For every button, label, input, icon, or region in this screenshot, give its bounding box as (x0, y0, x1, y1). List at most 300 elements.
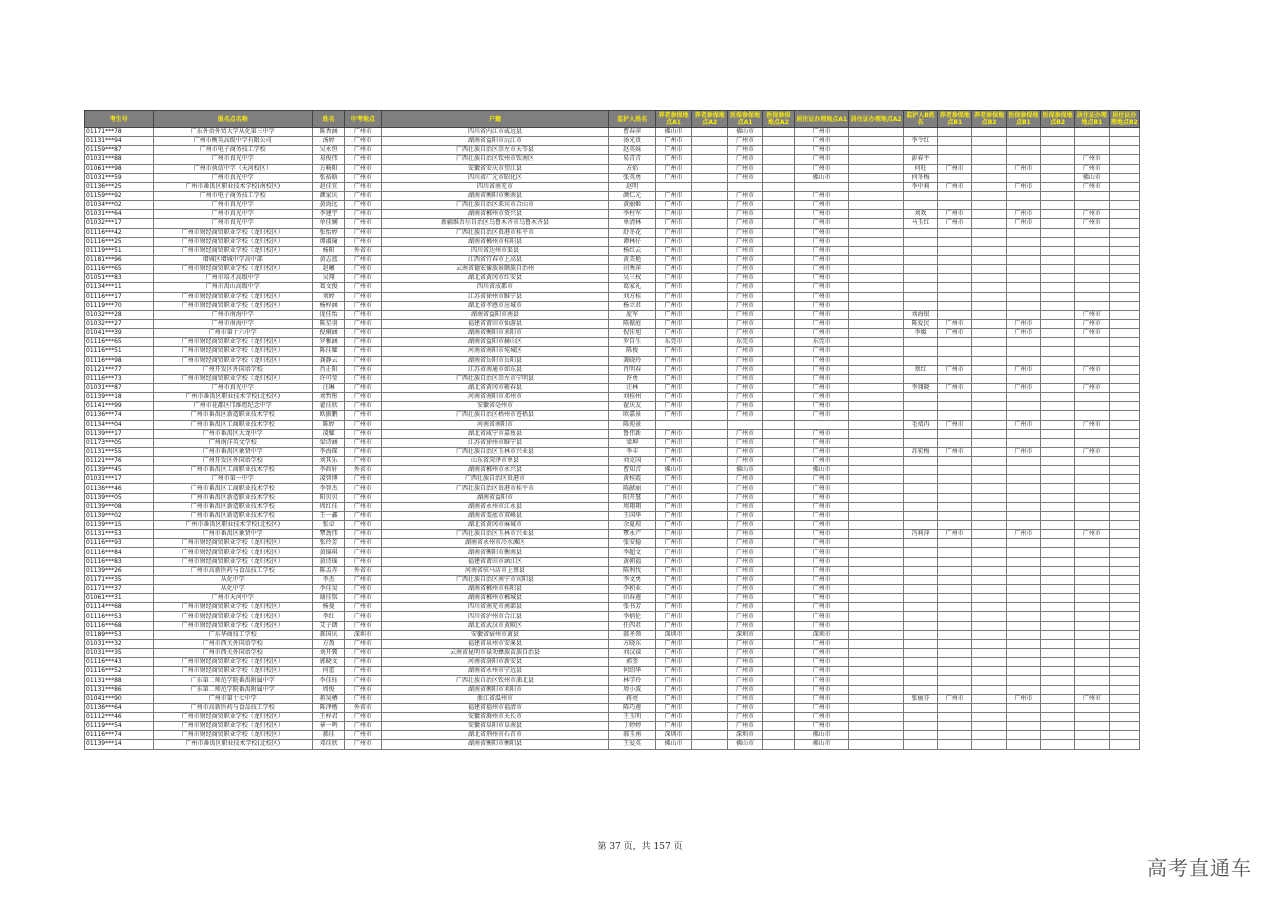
table-cell (1075, 713, 1109, 722)
table-cell: 广州市 (794, 575, 848, 584)
table-cell: 深圳市 (655, 630, 691, 639)
table-cell: 广西壮族自治区来宾市合山市 (381, 201, 609, 210)
table-cell: 周小波 (609, 685, 655, 694)
table-cell: 李智杰 (312, 484, 344, 493)
table-row (85, 246, 1140, 255)
table-row (85, 447, 1140, 456)
table-row (85, 155, 1140, 164)
table-cell (903, 246, 937, 255)
table-cell: 山东省菏泽市单县 (381, 457, 609, 466)
table-cell: 广州市 (345, 274, 381, 283)
table-cell (762, 630, 794, 639)
table-cell: 丁婷婷 (609, 722, 655, 731)
table-cell: 外省市 (345, 466, 381, 475)
table-cell: 广州市 (345, 228, 381, 237)
table-cell: 李炳伦 (609, 612, 655, 621)
table-cell (972, 356, 1006, 365)
table-cell: 李超文 (609, 548, 655, 557)
table-cell: 广州市 (794, 521, 848, 530)
table-cell: 葛家礼 (609, 283, 655, 292)
table-cell: 广州市 (794, 237, 848, 246)
table-cell: 01116***98 (85, 356, 154, 365)
table-cell: 龚晓玲 (609, 356, 655, 365)
table-cell (762, 447, 794, 456)
table-cell: 黄锦琪 (312, 548, 344, 557)
table-row (85, 703, 1140, 712)
table-cell: 黄美艳 (609, 255, 655, 264)
table-cell: 湖南省衡阳市耒阳市 (381, 685, 609, 694)
table-cell: 黄丽姬 (609, 201, 655, 210)
table-cell: 广州市 (728, 694, 762, 703)
table-cell: 广州市 (345, 511, 381, 520)
table-cell: 广州市 (655, 694, 691, 703)
table-cell: 广州市 (938, 694, 972, 703)
table-cell: 广州市 (794, 566, 848, 575)
table-cell (972, 210, 1006, 219)
table-cell: 广州市 (794, 356, 848, 365)
table-cell (762, 219, 794, 228)
table-cell (692, 228, 728, 237)
table-cell (972, 649, 1006, 658)
table-cell: 郝国庆 (312, 630, 344, 639)
table-cell: 外省市 (345, 246, 381, 255)
table-cell (762, 740, 794, 749)
table-row (85, 274, 1140, 283)
table-cell (1075, 201, 1109, 210)
table-cell: 广州市 (655, 164, 691, 173)
table-cell: 广州市 (794, 255, 848, 264)
table-cell: 广州市 (655, 246, 691, 255)
table-cell: 湖南省益阳市 (381, 493, 609, 502)
table-cell: 安徽省安庆市望江县 (381, 164, 609, 173)
table-cell: 01031***17 (85, 475, 154, 484)
table-cell: 广州市 (345, 201, 381, 210)
table-cell: 01116***73 (85, 374, 154, 383)
table-cell: 黄海远 (312, 201, 344, 210)
table-cell (762, 347, 794, 356)
table-row (85, 365, 1140, 374)
table-cell: 广州市 (655, 475, 691, 484)
table-cell: 广州市高新医药与食品技工学校 (153, 566, 312, 575)
table-cell: 广州市 (938, 530, 972, 539)
table-cell (903, 457, 937, 466)
table-cell: 张英勇 (609, 173, 655, 182)
table-cell (1041, 283, 1075, 292)
table-cell: 广州市 (655, 502, 691, 511)
table-cell (903, 685, 937, 694)
table-cell (903, 566, 937, 575)
table-cell: 广州市 (728, 521, 762, 530)
table-cell (938, 585, 972, 594)
table-cell: 广州市财经商贸职业学校（龙归校区） (153, 612, 312, 621)
table-cell: 广州市 (1006, 365, 1040, 374)
table-cell (1041, 429, 1075, 438)
table-cell (762, 521, 794, 530)
table-cell: 广州市 (345, 365, 381, 374)
table-cell (1041, 383, 1075, 392)
table-cell (938, 594, 972, 603)
table-cell: 安徽省宿州市萧县 (381, 630, 609, 639)
table-cell: 广州市真光中学 (153, 173, 312, 182)
table-cell (1075, 411, 1109, 420)
table-cell (1109, 393, 1139, 402)
table-cell (938, 521, 972, 530)
table-cell: 广州市 (794, 128, 848, 137)
table-cell (849, 557, 903, 566)
table-cell (1006, 402, 1040, 411)
table-cell: 01131***94 (85, 137, 154, 146)
table-cell: 谢佳铭 (312, 594, 344, 603)
table-cell (762, 594, 794, 603)
table-cell (849, 621, 903, 630)
table-cell: 广州市 (794, 365, 848, 374)
table-cell: 广州市 (655, 493, 691, 502)
table-row (85, 713, 1140, 722)
table-cell (1041, 703, 1075, 712)
table-cell (903, 676, 937, 685)
table-cell: 深圳市 (794, 630, 848, 639)
table-cell (1041, 292, 1075, 301)
table-cell: 01136***74 (85, 411, 154, 420)
table-cell (1109, 374, 1139, 383)
table-cell (1075, 703, 1109, 712)
table-cell (972, 630, 1006, 639)
table-cell (972, 731, 1006, 740)
table-cell (1041, 685, 1075, 694)
table-cell: 广州市第十六中学 (153, 329, 312, 338)
table-cell: 浙江省温州市 (381, 694, 609, 703)
table-cell: 广西壮族自治区南宁市宾阳县 (381, 575, 609, 584)
table-cell (903, 283, 937, 292)
table-cell (1041, 411, 1075, 420)
table-cell (1041, 219, 1075, 228)
table-cell: 广州市 (1006, 164, 1040, 173)
table-cell: 广州市 (1075, 530, 1109, 539)
table-cell: 谭淑瑜 (312, 237, 344, 246)
table-cell: 广州市 (345, 585, 381, 594)
table-cell (1109, 484, 1139, 493)
column-header: 居住证办理地点A2 (849, 111, 903, 128)
table-cell (1109, 594, 1139, 603)
table-cell (938, 173, 972, 182)
table-cell: 广州市第一中学 (153, 475, 312, 484)
table-cell (692, 639, 728, 648)
table-cell (1109, 420, 1139, 429)
table-cell: 安徽省亳州市 (381, 402, 609, 411)
table-cell: 广州市 (728, 575, 762, 584)
table-cell (1109, 612, 1139, 621)
table-cell: 林学玲 (609, 676, 655, 685)
table-cell: 广州市 (794, 676, 848, 685)
table-cell (938, 356, 972, 365)
table-cell: 肖明春 (609, 365, 655, 374)
table-cell: 广州市财经商贸职业学校（龙归校区） (153, 713, 312, 722)
table-cell: 广州市 (655, 319, 691, 328)
table-cell (972, 466, 1006, 475)
table-cell: 广州市番禺区职业技术学校(北校区) (153, 740, 312, 749)
table-cell (849, 393, 903, 402)
table-cell (1041, 694, 1075, 703)
table-cell (972, 146, 1006, 155)
table-cell: 郭晓文 (312, 658, 344, 667)
table-cell (692, 310, 728, 319)
table-cell: 广州市 (794, 292, 848, 301)
table-cell (938, 575, 972, 584)
table-row (85, 210, 1140, 219)
table-cell: 陈爱民 (903, 319, 937, 328)
table-cell: 广州开发区外国语学校 (153, 457, 312, 466)
table-cell (972, 329, 1006, 338)
table-cell (1075, 685, 1109, 694)
table-cell: 广州市 (794, 393, 848, 402)
table-cell: 毛靖冉 (903, 420, 937, 429)
table-cell: 广州市 (345, 255, 381, 264)
table-cell (1006, 347, 1040, 356)
table-cell (692, 301, 728, 310)
table-cell (972, 137, 1006, 146)
table-cell (1006, 393, 1040, 402)
table-cell (1075, 429, 1109, 438)
table-cell: 陈利伐 (609, 566, 655, 575)
table-cell (762, 292, 794, 301)
column-header: 居住证办理地点A1 (794, 111, 848, 128)
table-cell: 曹春萍 (609, 128, 655, 137)
table-cell (1109, 219, 1139, 228)
table-cell: 广州市 (1075, 694, 1109, 703)
table-cell (938, 347, 972, 356)
table-row (85, 402, 1140, 411)
table-cell (762, 438, 794, 447)
table-cell (1075, 438, 1109, 447)
table-cell: 四川省南充市南部县 (381, 603, 609, 612)
table-cell (692, 393, 728, 402)
table-cell (692, 575, 728, 584)
table-row (85, 173, 1140, 182)
table-cell (762, 374, 794, 383)
table-cell: 云南省德宏傣族景颇族自治州 (381, 265, 609, 274)
table-cell (938, 603, 972, 612)
table-cell: 广州市执信中学（天河校区） (153, 164, 312, 173)
table-cell: 江苏省徐州市睢宁县 (381, 292, 609, 301)
table-cell: 河南省南阳市邓州市 (381, 393, 609, 402)
table-cell: 李令红 (903, 137, 937, 146)
table-cell: 广州市 (794, 347, 848, 356)
table-cell: 01119***70 (85, 301, 154, 310)
table-cell: 广州市 (794, 201, 848, 210)
table-cell (1041, 173, 1075, 182)
table-cell (762, 667, 794, 676)
table-cell (1109, 475, 1139, 484)
table-cell: 01031***32 (85, 639, 154, 648)
table-cell: 赵佳宜 (312, 182, 344, 191)
table-cell (849, 411, 903, 420)
table-cell (903, 393, 937, 402)
table-cell (938, 283, 972, 292)
table-cell (849, 722, 903, 731)
table-row (85, 621, 1140, 630)
table-cell (972, 475, 1006, 484)
table-cell: 广州市 (345, 557, 381, 566)
table-cell: 阳贝贝 (312, 493, 344, 502)
table-cell: 广州市番禺区工商职业技术学校 (153, 484, 312, 493)
table-cell: 佛山市 (655, 466, 691, 475)
table-cell: 陈苑景 (609, 420, 655, 429)
table-cell: 01116***74 (85, 731, 154, 740)
table-cell: 广州南洋英文学校 (153, 438, 312, 447)
table-cell (692, 402, 728, 411)
table-cell (728, 182, 762, 191)
table-row (85, 667, 1140, 676)
table-cell (903, 658, 937, 667)
table-cell (1041, 575, 1075, 584)
table-cell: 广州市 (794, 137, 848, 146)
table-cell: 01031***87 (85, 383, 154, 392)
table-cell (849, 466, 903, 475)
table-cell (903, 374, 937, 383)
table-cell: 广州市培才高级中学 (153, 274, 312, 283)
table-cell: 苏宏梅 (903, 447, 937, 456)
table-cell (849, 447, 903, 456)
table-cell (903, 667, 937, 676)
table-cell: 广州市 (794, 530, 848, 539)
table-cell (1075, 511, 1109, 520)
table-cell: 广州市 (345, 658, 381, 667)
table-cell: 广州市 (1006, 383, 1040, 392)
table-cell (938, 429, 972, 438)
table-cell (849, 511, 903, 520)
table-cell (1041, 137, 1075, 146)
table-cell (972, 585, 1006, 594)
table-cell (849, 429, 903, 438)
table-cell: 李柱军 (609, 210, 655, 219)
table-cell: 广州市真光中学 (153, 210, 312, 219)
table-cell: 陈泽楷 (312, 703, 344, 712)
table-cell (762, 530, 794, 539)
table-row (85, 493, 1140, 502)
table-cell: 广州市 (655, 713, 691, 722)
column-header: 医保参保地点A1 (728, 111, 762, 128)
table-cell (903, 237, 937, 246)
table-cell (762, 511, 794, 520)
table-cell (1041, 338, 1075, 347)
table-cell: 广州市 (655, 612, 691, 621)
table-cell: 01116***65 (85, 265, 154, 274)
table-cell: 广州市 (728, 246, 762, 255)
table-cell: 广州市 (345, 713, 381, 722)
table-cell (1109, 539, 1139, 548)
table-cell (692, 219, 728, 228)
table-cell (849, 383, 903, 392)
table-cell (1109, 557, 1139, 566)
table-cell (903, 639, 937, 648)
table-cell (938, 411, 972, 420)
table-cell: 余夏琼 (609, 521, 655, 530)
table-cell: 赵明 (609, 182, 655, 191)
table-cell (1041, 667, 1075, 676)
table-cell: 广州市 (794, 502, 848, 511)
table-cell (692, 420, 728, 429)
table-cell (903, 128, 937, 137)
table-cell (972, 319, 1006, 328)
table-cell (1006, 228, 1040, 237)
table-cell (762, 548, 794, 557)
table-cell: 广州市 (728, 502, 762, 511)
table-cell: 肖正阳 (312, 365, 344, 374)
table-cell (903, 585, 937, 594)
table-cell: 深圳市 (728, 731, 762, 740)
table-cell (938, 685, 972, 694)
table-cell: 周俊 (312, 685, 344, 694)
table-cell (938, 310, 972, 319)
table-cell (849, 274, 903, 283)
table-cell (1041, 402, 1075, 411)
table-cell: 广州市财经商贸职业学校（龙归校区） (153, 603, 312, 612)
table-row (85, 475, 1140, 484)
table-cell (1075, 731, 1109, 740)
table-cell: 刘克国 (609, 457, 655, 466)
table-cell (762, 237, 794, 246)
table-cell: 广州市 (794, 191, 848, 200)
table-cell (1006, 685, 1040, 694)
table-cell (938, 639, 972, 648)
table-cell (849, 676, 903, 685)
table-cell (692, 658, 728, 667)
table-cell: 四川省成都市 (381, 283, 609, 292)
table-cell (1041, 639, 1075, 648)
table-cell: 湖南省益阳市赫山区 (381, 338, 609, 347)
table-cell (849, 128, 903, 137)
table-cell: 张丽芬 (903, 694, 937, 703)
table-cell (1109, 128, 1139, 137)
table-cell (903, 594, 937, 603)
table-cell: 广州市 (655, 402, 691, 411)
table-cell: 广州市 (794, 475, 848, 484)
table-cell: 福建省莆田市仙游县 (381, 319, 609, 328)
table-cell (972, 128, 1006, 137)
watermark-text: 高考直通车 (1147, 856, 1252, 880)
table-cell (1006, 713, 1040, 722)
table-cell: 广州市 (345, 539, 381, 548)
table-cell: 广州市番禺区大龙中学 (153, 429, 312, 438)
table-cell: 广州市 (728, 548, 762, 557)
table-cell (1041, 329, 1075, 338)
table-cell (938, 292, 972, 301)
table-cell (938, 722, 972, 731)
table-row (85, 548, 1140, 557)
table-cell (972, 722, 1006, 731)
table-cell: 广州市 (655, 137, 691, 146)
table-cell (1041, 310, 1075, 319)
table-cell (972, 575, 1006, 584)
table-cell (1041, 393, 1075, 402)
table-cell: 广州市 (655, 411, 691, 420)
table-cell (1006, 155, 1040, 164)
table-cell (849, 219, 903, 228)
table-cell (1041, 713, 1075, 722)
table-cell (938, 466, 972, 475)
table-cell (1006, 585, 1040, 594)
table-cell: 广州市 (655, 219, 691, 228)
table-cell (1041, 365, 1075, 374)
table-cell (692, 539, 728, 548)
table-cell: 吴永恒 (312, 146, 344, 155)
table-cell: 广州市 (794, 694, 848, 703)
table-cell (849, 530, 903, 539)
table-cell: 01121***77 (85, 365, 154, 374)
table-cell: 凌智博 (312, 475, 344, 484)
table-cell (1006, 283, 1040, 292)
table-cell (1006, 511, 1040, 520)
